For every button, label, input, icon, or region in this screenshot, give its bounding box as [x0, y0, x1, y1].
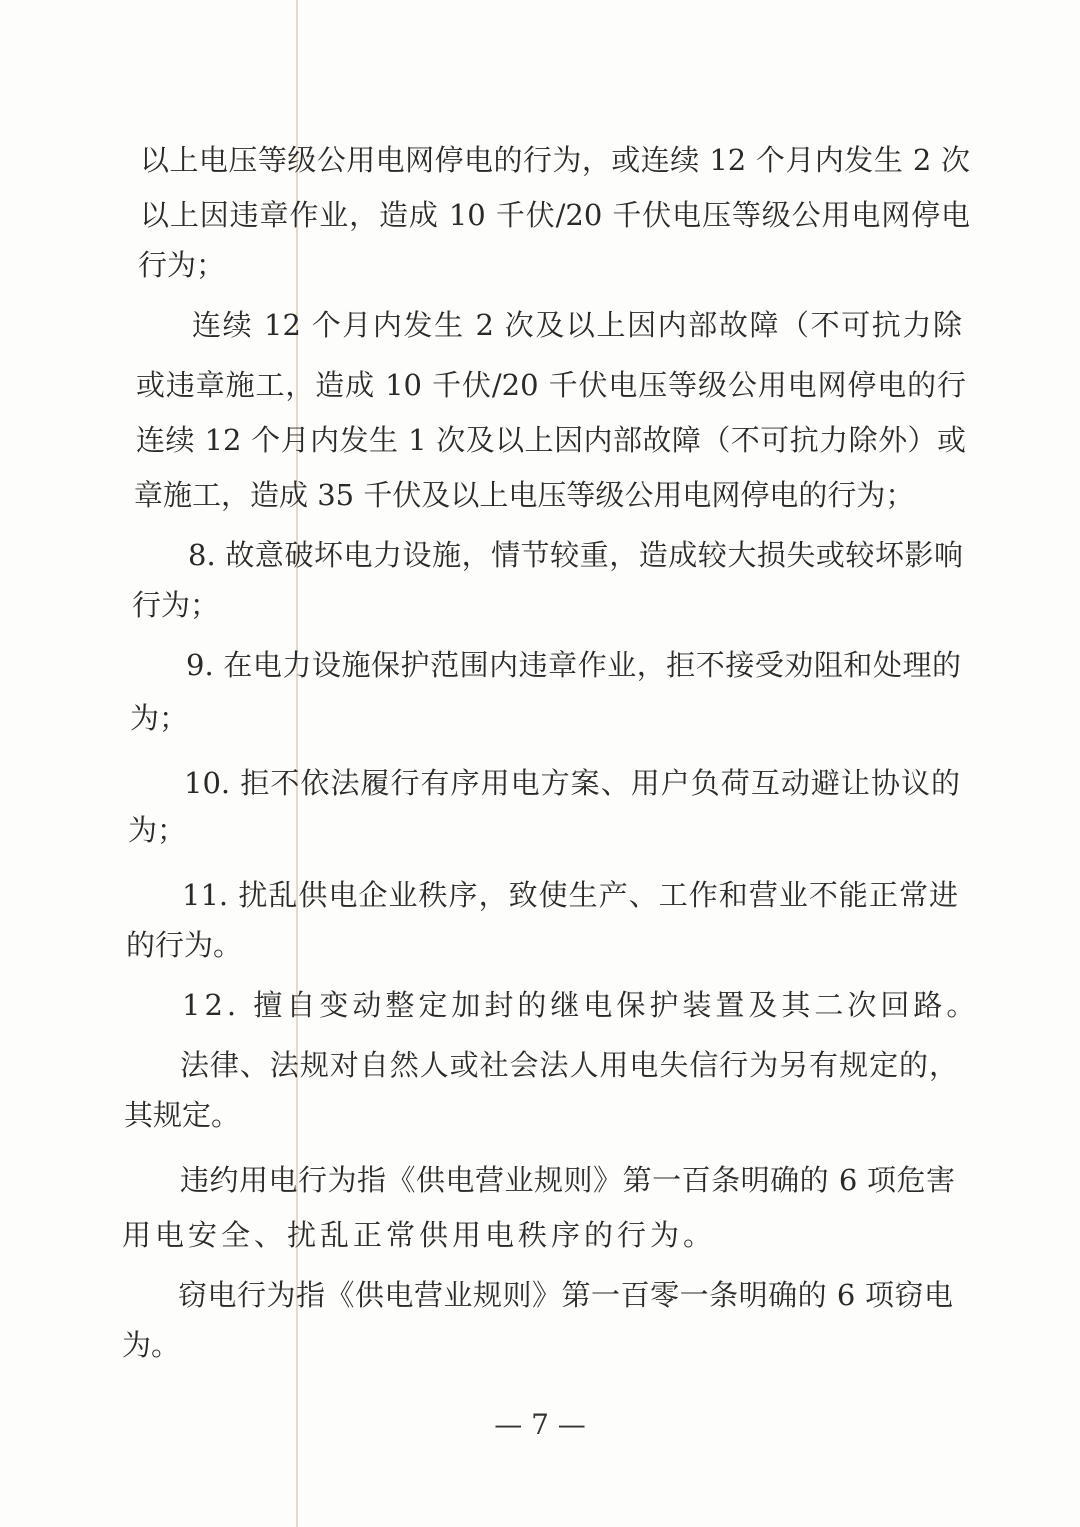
text-line: 行为；: [138, 248, 226, 282]
text-line: 或违章施工，造成 10 千伏/20 千伏电压等级公用电网停电的行: [136, 368, 966, 402]
text-line: 以上因违章作业，造成 10 千伏/20 千伏电压等级公用电网停电: [140, 198, 970, 232]
text-line: 的行为。: [126, 928, 243, 962]
text-line: 为；: [128, 813, 187, 847]
text-line: 窃电行为指《供电营业规则》第一百零一条明确的 6 项窃电: [178, 1278, 953, 1312]
text-line: 以上电压等级公用电网停电的行为，或连续 12 个月内发生 2 次: [140, 143, 970, 177]
text-line: 行为；: [132, 588, 220, 622]
text-line: 12. 擅自变动整定加封的继电保护装置及其二次回路。: [182, 988, 980, 1022]
text-line: 为；: [130, 701, 189, 735]
text-line: 连续 12 个月内发生 2 次及以上因内部故障（不可抗力除: [192, 308, 962, 342]
text-line: 10. 拒不依法履行有序用电方案、用户负荷互动避让协议的: [184, 766, 960, 800]
text-line: 用电安全、扰乱正常供用电秩序的行为。: [122, 1218, 717, 1252]
text-line: 8. 故意破坏电力设施，情节较重，造成较大损失或较坏影响: [188, 538, 963, 572]
page-number: — 7 —: [494, 1408, 586, 1441]
text-line: 法律、法规对自然人或社会法人用电失信行为另有规定的，: [180, 1048, 958, 1082]
text-line: 其规定。: [124, 1098, 241, 1132]
text-line: 违约用电行为指《供电营业规则》第一百条明确的 6 项危害: [180, 1163, 955, 1197]
text-line: 11. 扰乱供电企业秩序，致使生产、工作和营业不能正常进: [182, 878, 958, 912]
text-line: 为。: [122, 1328, 181, 1362]
text-line: 9. 在电力设施保护范围内违章作业，拒不接受劝阻和处理的: [186, 648, 961, 682]
text-line: 章施工，造成 35 千伏及以上电压等级公用电网停电的行为；: [134, 478, 915, 512]
text-line: 连续 12 个月内发生 1 次及以上因内部故障（不可抗力除外）或: [136, 423, 966, 457]
